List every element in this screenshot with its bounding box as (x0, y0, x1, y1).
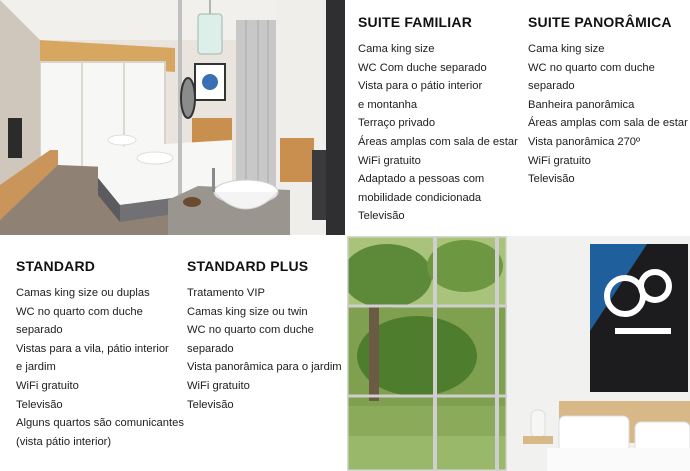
suite-familiar-features (358, 40, 523, 226)
feature-item: Terraço privado (358, 117, 436, 130)
feature-item: Vista para o pátio interior (358, 80, 483, 93)
standard-plus-features (187, 284, 345, 414)
feature-item: Banheira panorâmica (528, 98, 635, 111)
feature-item: separado (16, 324, 63, 337)
feature-item: Vistas para a vila, pátio interior (16, 342, 169, 355)
feature-item: Televisão (358, 210, 405, 223)
standard-section (16, 258, 184, 451)
suite-familiar-title: SUITE FAMILIAR (358, 14, 473, 30)
standard-plus-title: STANDARD PLUS (187, 258, 309, 274)
feature-item: mobilidade condicionada (358, 191, 482, 204)
feature-item: WC no quarto com duche (528, 61, 655, 74)
standard-title: STANDARD (16, 258, 96, 274)
hotel-room-photo-top (0, 0, 345, 235)
feature-item: WiFi gratuito (358, 154, 421, 167)
standard-plus-section (187, 258, 345, 414)
feature-item: WiFi gratuito (528, 154, 591, 167)
hotel-room-photo-bottom (347, 236, 690, 471)
feature-item: e montanha (358, 98, 418, 111)
feature-item: WC no quarto com duche (187, 324, 314, 337)
feature-item: separado (187, 342, 234, 355)
feature-item: Adaptado a pessoas com (358, 173, 485, 186)
suite-panoramica-features (528, 40, 688, 189)
suite-panoramica-section (528, 14, 688, 189)
feature-item: Vista panorâmica 270º (528, 135, 641, 148)
feature-item: Áreas amplas com sala de estar (528, 117, 688, 130)
feature-item: WC Com duche separado (358, 61, 487, 74)
feature-item: Televisão (187, 398, 234, 411)
feature-item: Cama king size (528, 43, 605, 55)
feature-item: Camas king size ou duplas (16, 287, 150, 299)
feature-item: Alguns quartos são comunicantes (16, 417, 184, 430)
feature-item: WiFi gratuito (16, 379, 79, 392)
standard-features (16, 284, 184, 451)
feature-item: WC no quarto com duche (16, 305, 143, 318)
feature-item: e jardim (16, 361, 56, 374)
feature-item: Vista panorâmica para o jardim (187, 361, 342, 374)
feature-item: Áreas amplas com sala de estar (358, 135, 518, 148)
feature-item: Tratamento VIP (187, 287, 265, 299)
suite-panoramica-title: SUITE PANORÂMICA (528, 14, 672, 30)
feature-item: Camas king size ou twin (187, 305, 308, 318)
feature-item: Televisão (16, 398, 63, 411)
feature-item: (vista pátio interior) (16, 435, 112, 448)
feature-item: WiFi gratuito (187, 379, 250, 392)
feature-item: Televisão (528, 173, 575, 186)
suite-familiar-section (358, 14, 523, 226)
feature-item: Cama king size (358, 43, 435, 55)
feature-item: separado (528, 80, 575, 93)
